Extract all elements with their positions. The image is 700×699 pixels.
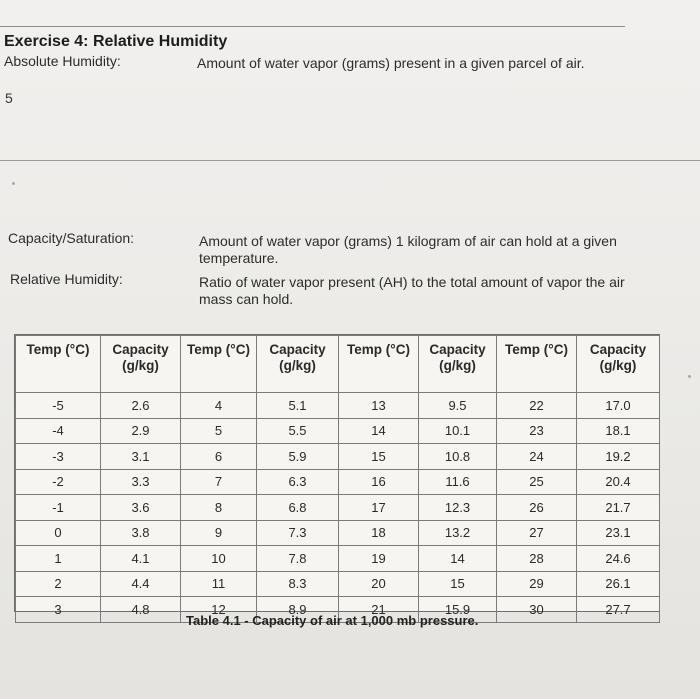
temp-cell: 25 <box>497 469 577 495</box>
temp-cell: 29 <box>497 571 577 597</box>
capacity-cell: 4.8 <box>101 597 181 623</box>
relative-humidity-term: Relative Humidity: <box>10 271 123 287</box>
capacity-cell: 2.9 <box>101 418 181 444</box>
relative-humidity-definition-line2: mass can hold. <box>199 291 294 307</box>
table-caption: Table 4.1 - Capacity of air at 1,000 mb pressure. <box>186 613 479 628</box>
temp-cell: -1 <box>16 495 101 521</box>
capacity-cell: 4.4 <box>101 571 181 597</box>
header-capacity: Capacity (g/kg) <box>257 336 339 393</box>
temp-cell: 9 <box>181 520 257 546</box>
capacity-cell: 9.5 <box>419 393 497 419</box>
absolute-humidity-answer: 5 <box>5 90 13 106</box>
temp-cell: 23 <box>497 418 577 444</box>
temp-cell: 16 <box>339 469 419 495</box>
absolute-humidity-definition: Amount of water vapor (grams) present in a given parcel of air. <box>197 55 585 71</box>
temp-cell: 7 <box>181 469 257 495</box>
capacity-cell: 8.9 <box>257 597 339 623</box>
table-row <box>16 546 660 572</box>
temp-cell: 0 <box>16 520 101 546</box>
capacity-cell: 5.5 <box>257 418 339 444</box>
temp-cell: 20 <box>339 571 419 597</box>
capacity-definition-line1: Amount of water vapor (grams) 1 kilogram of air can hold at a given <box>199 233 617 249</box>
capacity-cell: 26.1 <box>577 571 660 597</box>
capacity-cell: 3.6 <box>101 495 181 521</box>
header-temp: Temp (°C) <box>497 336 577 393</box>
capacity-table <box>14 334 660 617</box>
temp-cell: 21 <box>339 597 419 623</box>
header-capacity: Capacity (g/kg) <box>101 336 181 393</box>
capacity-cell: 15 <box>419 571 497 597</box>
temp-cell: 13 <box>339 393 419 419</box>
table-row <box>16 495 660 521</box>
temp-cell: 27 <box>497 520 577 546</box>
temp-cell: -3 <box>16 444 101 470</box>
capacity-cell: 3.1 <box>101 444 181 470</box>
capacity-cell: 5.9 <box>257 444 339 470</box>
relative-humidity-definition-line1: Ratio of water vapor present (AH) to the total amount of vapor the air <box>199 274 625 290</box>
temp-cell: 24 <box>497 444 577 470</box>
capacity-cell: 19.2 <box>577 444 660 470</box>
capacity-cell: 13.2 <box>419 520 497 546</box>
temp-cell: 11 <box>181 571 257 597</box>
temp-cell: 1 <box>16 546 101 572</box>
capacity-definition-line2: temperature. <box>199 250 279 266</box>
temp-cell: 3 <box>16 597 101 623</box>
temp-cell: 10 <box>181 546 257 572</box>
capacity-cell: 3.8 <box>101 520 181 546</box>
capacity-cell: 11.6 <box>419 469 497 495</box>
temp-cell: 30 <box>497 597 577 623</box>
temp-cell: 4 <box>181 393 257 419</box>
capacity-cell: 12.3 <box>419 495 497 521</box>
temp-cell: 14 <box>339 418 419 444</box>
capacity-cell: 17.0 <box>577 393 660 419</box>
table-row <box>16 520 660 546</box>
temp-cell: 28 <box>497 546 577 572</box>
table-row <box>16 444 660 470</box>
capacity-cell: 18.1 <box>577 418 660 444</box>
temp-cell: -2 <box>16 469 101 495</box>
temp-cell: 26 <box>497 495 577 521</box>
capacity-cell: 10.8 <box>419 444 497 470</box>
capacity-cell: 4.1 <box>101 546 181 572</box>
table-body <box>16 393 660 623</box>
header-temp: Temp (°C) <box>339 336 419 393</box>
header-temp: Temp (°C) <box>16 336 101 393</box>
temp-cell: 17 <box>339 495 419 521</box>
capacity-cell: 6.3 <box>257 469 339 495</box>
capacity-cell: 23.1 <box>577 520 660 546</box>
capacity-cell: 2.6 <box>101 393 181 419</box>
table-header-row <box>16 336 660 393</box>
capacity-cell: 15.9 <box>419 597 497 623</box>
capacity-table-grid <box>15 335 660 623</box>
capacity-cell: 10.1 <box>419 418 497 444</box>
table-row <box>16 393 660 419</box>
header-capacity: Capacity (g/kg) <box>577 336 660 393</box>
header-temp: Temp (°C) <box>181 336 257 393</box>
capacity-cell: 7.8 <box>257 546 339 572</box>
temp-cell: -5 <box>16 393 101 419</box>
capacity-cell: 24.6 <box>577 546 660 572</box>
capacity-cell: 5.1 <box>257 393 339 419</box>
capacity-cell: 3.3 <box>101 469 181 495</box>
temp-cell: 5 <box>181 418 257 444</box>
middle-divider <box>0 160 700 161</box>
temp-cell: 8 <box>181 495 257 521</box>
pencil-mark <box>12 182 15 185</box>
capacity-cell: 20.4 <box>577 469 660 495</box>
capacity-cell: 8.3 <box>257 571 339 597</box>
capacity-term: Capacity/Saturation: <box>8 230 135 246</box>
temp-cell: -4 <box>16 418 101 444</box>
table-row <box>16 418 660 444</box>
exercise-title: Exercise 4: Relative Humidity <box>4 33 228 50</box>
capacity-cell: 7.3 <box>257 520 339 546</box>
temp-cell: 2 <box>16 571 101 597</box>
temp-cell: 12 <box>181 597 257 623</box>
temp-cell: 18 <box>339 520 419 546</box>
temp-cell: 15 <box>339 444 419 470</box>
top-divider <box>0 26 625 27</box>
capacity-cell: 14 <box>419 546 497 572</box>
capacity-cell: 27.7 <box>577 597 660 623</box>
absolute-humidity-term: Absolute Humidity: <box>4 53 121 69</box>
temp-cell: 22 <box>497 393 577 419</box>
header-capacity: Capacity (g/kg) <box>419 336 497 393</box>
pencil-mark <box>688 375 691 378</box>
capacity-cell: 21.7 <box>577 495 660 521</box>
temp-cell: 6 <box>181 444 257 470</box>
capacity-cell: 6.8 <box>257 495 339 521</box>
table-row <box>16 469 660 495</box>
temp-cell: 19 <box>339 546 419 572</box>
table-row <box>16 571 660 597</box>
